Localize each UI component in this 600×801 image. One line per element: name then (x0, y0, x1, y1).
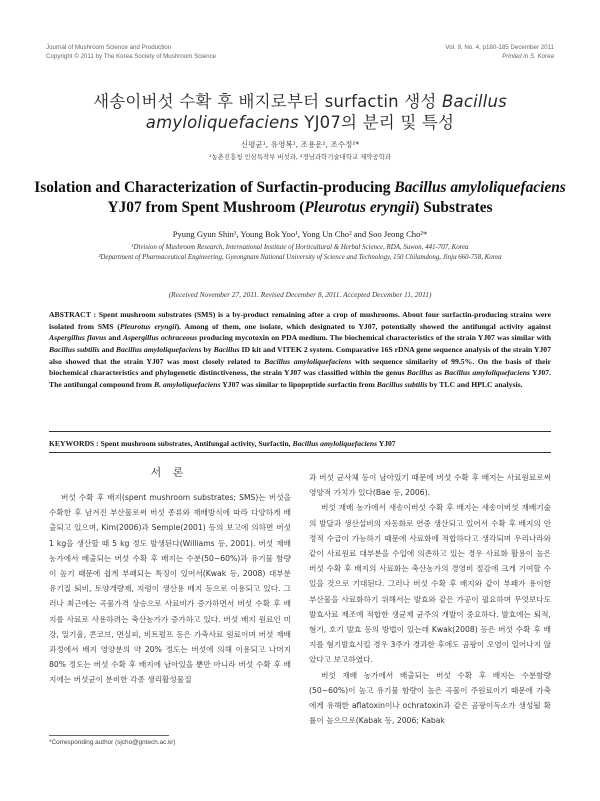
abstract: ABSTRACT : Spent mushroom substrates (SMS) is a by-product remaining after a crop of mushrooms. About four surfactin-producing strains were isolated from SMS (Pleurotus eryngii). Among of them, one isolate, which designated to YJ07, potentially showed the antifungal activity against Aspergillus flavus and Aspergillus ochraceous producing mycotoxin on PDA medium. The biochemical characteristics of the strain YJ07 was similar with Bacillus subtilis and Bacillus amyloliquefaciens by Bacillus ID kit and VITEK 2 system. Comparative 16S rDNA gene sequence analysis of the strain YJ07 also showed that the strain YJ07 was most closely related to Bacillus amyloliquefaciens with sequence similarity of 99.5%. On the basis of their biochemical characteristics and phylogenetic distinctiveness, the strain YJ07 was classified within the genus Bacillus as Bacillus amyloliquefaciens YJ07. The antifungal compound from B. amyloliquefaciens YJ07 was similar to lipopeptide surfactin from Bacillus subtilis by TLC and HPLC analysis. (49, 310, 552, 389)
korean-authors: 신평균¹, 유영복¹, 조용운², 조수정²* (240, 140, 360, 149)
english-affiliations (72, 243, 528, 263)
issue-header (445, 44, 554, 61)
abstract-divider-bottom (49, 452, 551, 453)
affiliation-1: ¹Division of Mushroom Research, International Institute of Horticultural & Herbal Science, RDA, Suwon, 441-707, Korea (131, 244, 469, 251)
volume-info: Vol. 9, No. 4, p180-185 December 2011 (445, 44, 554, 51)
copyright-line: Copyright © 2011 by The Korea Society of Mushroom Science (46, 52, 217, 60)
abstract-divider-top (49, 431, 551, 432)
corresponding-author-footnote: *Corresponding author (sjcho@gntech.ac.kr) (49, 739, 176, 746)
paragraph: 버섯 수확 후 배지(spent mushroom substrates; SMS)는 버섯을 수확한 후 남겨진 부산물로써 버섯 종류와 재배방식에 따라 다양하게 배출되고 있으며, Kim(2006)과 Semple(2001) 등의 보고에 의하면 버섯 1 kg을 생산할 때 5 kg 정도 발생된다(Williams 등, 2001). 버섯 재배 농가에서 배출되는 버섯 수확 후 배지는 수분(50~60%)과 유기물 함량이 높기 때문에 쉽게 부패되는 특징이 있어서(Kwak 등, 2008) 대부분 유기질 퇴비, 토양개량제, 지렁이 생산용 배지 등으로 이용되고 있다. 그러나 최근에는 곡물가격 상승으로 사료비가 증가하면서 버섯 수확 후 배지를 사료로 사용하려는 축산농가가 증가하고 있다. 버섯 배지 원료인 미강, 밀기울, 콘코브, 면실피, 비트펄프 등은 가축사료 원료이며 버섯 재배과정에서 배지 영양분의 약 20% 정도는 버섯에 의해 이용되고 나머지 80% 정도는 버섯 수확 후 배지에 남아있을 뿐만 아니라 버섯 수확 후 배지에는 버섯균이 분비한 각종 생리활성물질 (49, 493, 291, 685)
footnote-rule (49, 735, 169, 736)
paragraph: 버섯 재배 농가에서 새송이버섯 수확 후 배지는 새송이버섯 재배기술의 발달과 생산설비의 자동화로 연중 생산되고 있어서 수확 후 배지의 안정적 수급이 가능하기 때문에 사료화에 적합하다고 생각되며 우리나라와 같이 사료원료 대부분을 수입에 의존하고 있는 경우 사료화 활용이 높은 버섯 수확 후 배지의 사료화는 축산농가의 경영비 절감에 크게 기여할 수 있을 것으로 기대된다. 그러나 버섯 수확 후 배지와 같이 부패가 용이한 부산물을 사료화하기 위해서는 발효와 같은 가공이 필요하며 무엇보다도 발효사료 제조에 적합한 생균제 균주의 개발이 중요하다. 발효에는 퇴적, 혐기, 호기 발효 등의 방법이 있는데 Kwak(2008) 등은 버섯 수확 후 배지를 혐기발효시킬 경우 3주가 경과한 후에도 곰팡이 오염이 일어나지 않았다고 보고하였다. (309, 503, 551, 665)
journal-header (46, 44, 216, 61)
english-authors: Pyung Gyun Shin¹, Young Bok Yoo¹, Yong Un Cho² and Soo Jeong Cho²* (172, 229, 428, 239)
korean-title: 새송이버섯 수확 후 배지로부터 surfactin 생성 Bacillus amyloliquefaciens YJ07의 분리 및 특성 (93, 92, 507, 132)
body-column-left (49, 490, 291, 688)
paragraph: 버섯 재배 농가에서 배출되는 버섯 수확 후 배지는 수분함량(50~60%)이 높고 유기물 함량이 높은 곡물이 주원료이기 때문에 가축에게 유해한 aflatoxin이나 ochratoxin과 같은 곰팡이독소가 생성될 확률이 높으므로(Kabak 등, 2006; Kabak (309, 670, 551, 726)
journal-name: Journal of Mushroom Science and Production (46, 44, 172, 51)
paragraph: 과 버섯 균사체 등이 남아있기 때문에 버섯 수확 후 배지는 사료원료로써 영양적 가치가 있다(Bae 등, 2006). (309, 473, 551, 498)
affiliation-2: ²Department of Pharmaceutical Engineering, Gyeongnam National University of Science and Technology, 150 Chilamdong, Jinju 660-758, Korea (98, 254, 502, 262)
received-dates: (Received November 27, 2011. Revised December 8, 2011. Accepted December 11, 2011) (168, 290, 432, 299)
english-title: Isolation and Characterization of Surfactin-producing Bacillus amyloliquefaciens YJ07 from Spent Mushroom (Pleurotus eryngii) Substrates (34, 179, 566, 216)
korean-affiliation: ¹농촌진흥청 인삼특작부 버섯과, ²경남과학기술대학교 제약공학과 (209, 153, 391, 161)
body-column-right (309, 470, 551, 728)
printed-in: Printed in S. Korea (502, 52, 554, 60)
section-heading-introduction: 서 론 (150, 466, 188, 479)
keywords: KEYWORDS : Spent mushroom substrates, Antifungal activity, Surfactin, Bacillus amyloliquefaciens YJ07 (49, 439, 396, 448)
